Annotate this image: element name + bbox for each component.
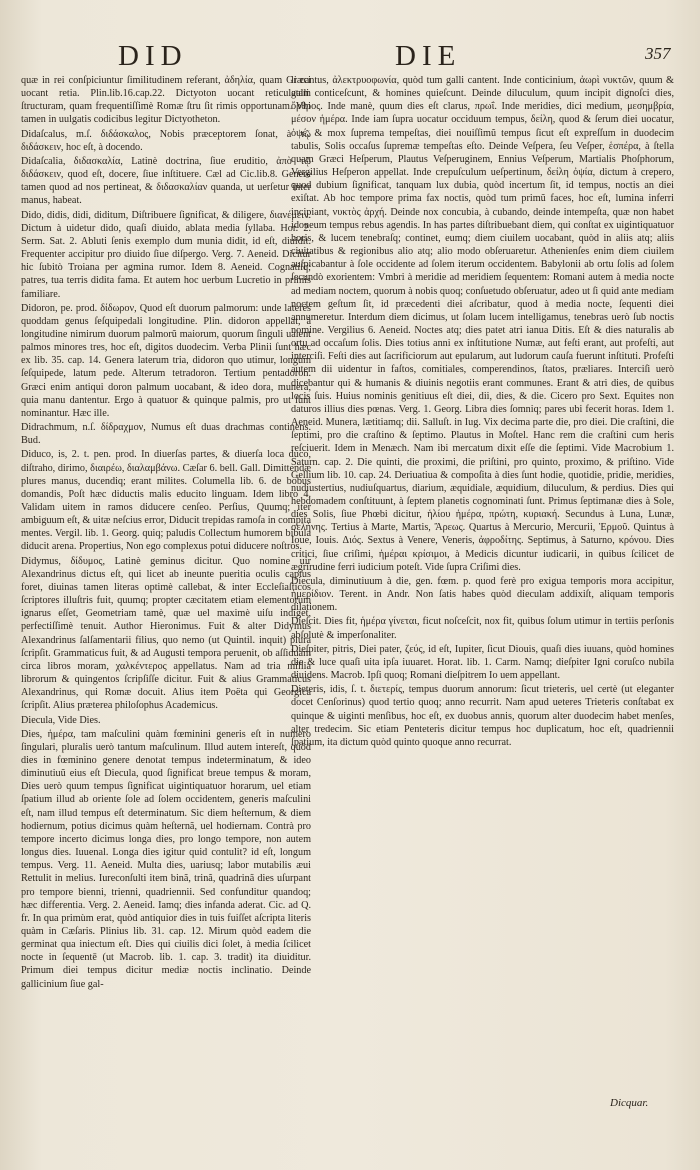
left-column bbox=[21, 74, 311, 1099]
entry-didascalus: Didaſcalus, m.ſ. διδάσκαλος, Nobis præceptorem ſonat, à τῷ διδάσκειν, hoc eſt, à docendo. bbox=[21, 128, 311, 153]
entry-dictyoton: quæ in rei conſpiciuntur ſimilitudinem referant, ἀδηλία, quam Græci uocant retia. Plin.lib.16.cap.22. Dictyoton uocant reticulatam ſtructuram, quam frequentiſſimè Romæ ſtru ſit rimis opportunam. Vbi tamen in uulgatis codicibus legitur Dictyotheton. bbox=[21, 75, 311, 126]
entry-dieteris: Dieteris, idis, ſ. t. διετερίς, tempus duorum annorum: ſicut trieteris, uel certè (ut eleganter docet Cenſorinus) quod tertio quoq; anno recurrit. Nam apud ueteres Trieteris conſtabat ex quinque & uiginti menſibus, hoc eſt, ex duobus annis, quorum alter duodecim habet menſes, alter tredecim. Sic etiam Penteteris dicitur tempus hoc duplicatum, hoc eſt, quadriennii ſpatium, ita dictum quòd quinto quoque anno recurrat. bbox=[291, 684, 674, 748]
right-column bbox=[291, 74, 674, 1119]
entry-diespiter: Dieſpiter, pitris, Diei pater, ζεύς, id eſt, Iupiter, ſicut Diouis, quaſi dies iuuans, quòd homines die & luce quaſi uita ipſa iuuaret. Horat. lib. 1. Carm. Namq; dieſpiter Igni coruſco nubila diuidens. Macrob. Ipſi quoq; Romani dieſpitrem Io uem appellant. bbox=[291, 643, 674, 682]
entry-diduco: Diduco, is, 2. t. pen. prod. In diuerſas partes, & diuerſa loca duco, diſtraho, dirimo, διαιρέω, διαλαμβάνω. Cæſar 6. bell. Gall. Dimittendæ plures manus, ducendiq; erant milites. Columella lib. 6. de bobus domandis, Poſt hæc diductis malis educito linguam. Idem libro 4. Validam uitem in ramos diducere cenſeo. Perſius, Quumq; iter ambiguum eſt, & uitæ neſcius error, Diducit trepidas ramoſa in compita mentes. Vergil. lib. 1. Georg. quiq; paludis Collectum humorem bibula diducit arena. Propertius, Non ego complexus potui diducere noſtros. bbox=[21, 449, 311, 553]
entry-didoron: Didoron, pe. prod. δίδωρον, Quod eſt duorum palmorum: unde laterës quoddam genus ſeſquipedali longitudine. Plin. didoron appellat, à longitudine nimirum duorum palmorũ maiorum, quorum ſinguli ualent palmos minores tres, hoc eſt, digitos duodecim. Verba Plinii ſunt hæc ex lib. 35. cap. 14. Genera laterum tria, didoron quo utimur, longum ſeſquipede, latum pede. Alterum tetradoron. Tertium pentadoron. Græci enim antiqui doron palmum uocabant, & ideo dora, munera, quia manu dantentur. Ergo à quatuor & quinque palmis, pro ut ſunt nominantur. Hæc ille. bbox=[21, 302, 311, 419]
catchword: Dicquar. bbox=[610, 1097, 649, 1109]
entry-dies-continued: li cantus, ἀλεκτρυοφωνία, quòd tum galli cantent. Inde conticinium, ἀωρὶ νυκτῶν, quum & galli conticeſcunt, & homines quieſcunt. Deinde diluculum, quum incipit dignoſci dies, ὄρθρος. Inde manè, quum dies eſt clarus, πρωΐ. Inde meridies, dici medium, μεσημβρία, μέσον ἡμέρα. Inde iam ſupra uocatur occiduum tempus, δείλη, quod & ſerum diei uocatur, ὀψέ, & mox ſuprema tempeſtas, diei nouiſſimũ tempus ſicut eſt expreſſum in duodecim tabulis, Solis occaſus ſupremæ tempeſtas eſto. Deinde Veſpera, ſeu Veſper, ἑσπέρα, à ſtella quam Græci Heſperum, Plautus Veſperuginem, Ennius Veſperum, Martialis Phoſphorum, Vergilius Heſperon appellat. Inde crepuſculum ueſpertinum, δείλη ὀψία, dictum à crepero, quod dubium ſignificat, tanquam lux dubia, quòd incertum ſit, id tempus, noctis an diei exiſtat. Ab hoc tempore prima fax noctis, quòd tum primũ faces, hoc eſt, lumina inferri incipiant, νυκτὸς ἀρχή. Deinde nox concubia, à cubando, deinde intempeſta, quæ non habet idoneum tempus rebus agendis. In has partes diſtribuebant diem, qui conſtat ex uigintiquatuor horis, & lucem tenebraſq; continet, eumq; diem ciuilem uocabant, quòd in aliis atq; aliis ciuitatibus & regionibus alio atq; alio modo obſeruaretur. Athenienſes enim diem ciuilem auſpicabantur à ſole occidente ad ſolem iterum occidentem. Babylonii ab ortu ſolis ad ſolem ſecundò exorientem: Vmbri à meridie ad meridiem ſequentem: Romani autem à media nocte ad mediam noctem, quorum à nobis quoq; conſuetudo obſeruatur, adeo ut ſi quid ante mediam noctem geſtum ſit, id præcedenti diei aſcribatur, quod à media nocte, ſequenti diei annumeretur. Interdum diem dicimus, ut ſolam lucem intelligamus, tenebras uerò ſub noctis nomine. Vergilius 6. Aeneid. Noctes atq; dies patet atri ianua Ditis. Eſt & dies naturalis ab ortu ad occaſum ſolis. Dies totius anni ex inſtitutione Numæ, aut feſti erant, aut profeſti, aut interciſi. Feſti dies aut ſacrificiorum aut epularum, aut ludorum cauſa fuerunt inſtituti. Profeſti autem dii uidentur in faſtos, comitiales, comperendinos, ſtatos, præliares. Interciſi uerò dicebantur qui & humanis & diuinis negotiis erant communes. Erant & atri dies, de quibus locis ſuis. Huius nominis genitiuus eſt diei, dii, dies, & die. Cicero pro Sext. Equites non daturos illius dies pœnas. Verg. 1. Georg. Libra dies ſomniq; pares ubi fecerit horas. Idem 1. Aeneid. Munera, lætitiamq; dii. Salluſt. in Iug. Vix decima parte die, pro diei. Die craſtini, die ſeptimi, pro die craſtino & ſeptimo. Plautus in Moſtel. Hanc rem die craſtini cum heris reſciuerit. Idem in Menæch. Nam ibi mercatum dixit eſſe die ſeptimi. Vide Macrobium 1. Saturn. cap. 2. Die quinti, die proximi, die priſtini, pro quinto, proximo, & priſtino. Vide Gellium lib. 10. cap. 24. Deriuatiua & compoſita à dies ſunt hodie, quotidie, pridie, meridies, nudiustertius, nudiuſquartus, diarium, æquidiale, æquidium, diluculum, & perdius. Dies qui hebdomadem conſtituunt, à ſeptem planetis cognominati ſunt. Primus ſeptimanæ dies à Sole, dies Solis, ſiue Phœbi dicitur, ἡλίου ἡμέρα, πρώτη, κυριακή. Secundus à Luna, Lunæ, σελήνης. Tertius à Marte, Martis, Ἄρεως. Quartus à Mercurio, Mercurii, Ἑρμοῦ. Quintus à Ioue, Iouis. Διός. Sextus à Venere, Veneris, ἀφροδίτης. Septimus, à Saturno, κρόνου. Dies critici, ſiue criſimi, ἡμέραι κρίσιμοι, à Medicis dicuntur iudicarii, in quibus ſcilicet de ægrirudine ferri iudicium poteſt. Vide ſupra Criſimi dies. bbox=[291, 75, 674, 573]
page-number: 357 bbox=[645, 44, 671, 63]
header-right-word: DIE bbox=[395, 40, 462, 72]
header-left-word: DID bbox=[118, 40, 188, 72]
entry-diecula: Diecula, diminutiuum à die, gen. fœm. p. quod ferè pro exigua temporis mora accipitur, ἡμερίδιον. Terent. in Andr. Non ſatis habes quòd dieculam addixiſt, aliquam temporis dilationem. bbox=[291, 575, 674, 614]
entry-diescit: Dieſcit. Dies fit, ἡμέρα γίνεται, ficut noſceſcit, nox fit, quibus ſolum utimur in tertiis perſonis abſolutè & imperſonaliter. bbox=[291, 616, 674, 641]
entry-dies: Dies, ἡμέρα, tam maſculini quàm fœminini generis eſt in numero ſingulari, pluralis uerò tantum maſculinum. Illud autem intereſt, quòd dies in fœminino genere denotat tempus indeterminatum, & ideo diminutiuũ eius eſt Diecula, quod ſignificat breue tempus & moram, Dies uerò quum tempus ſignificat uigintiquatuor horarum, uel etiam ſpatium illud ab oriente ſole ad ſolem occidentem, generis maſculini eſt, nam illud tempus eſt determinatum. Sic diem heſternum, & diem hodiernum, potius dicimus quàm heſternã, uel hodiernam. Contrà pro tempore incerto dicimus longa dies, pro longo tempore, non autem longus dies. Iuuenal. Longa dies igitur quid contulit? id eſt, longum tempus. Verg. 11. Aeneid. Multa dies, uariusq; labor mutabilis æui Rettulit in melius. Iureconſulti item binã, trinã, quadrinã dies uſurpant pro tempore bienni, trienni, quadriennii. Sed confunditur quandoq; hæc differentia. Verg. 2. Aeneid. Iamq; dies infanda aderat. Cic. ad Q. fr. In qua primùm erat, quòd antiquior dies in tuis fuiſſet aſcripta literis quàm in Cæſaris. Plinius lib. 31. cap. 12. Mirum quòd eadem die germinat qua iniectum eſt. Dies qui ciuilis dici ſolet, à media ſcilicet nocte in ſequentē (ut Macrob. lib. 1. cap. 3. tradit) ita diuiditur. Primum diei tempus dicitur mediæ noctis inclinatio. Deinde gallicinium ſiue gal- bbox=[21, 728, 311, 990]
running-header bbox=[0, 40, 700, 70]
entry-didymus: Didymus, δίδυμος, Latinè geminus dicitur. Quo nomine uir Alexandrinus dictus eſt, qui licet ab ineunte pueritia oculis captus foret, diuinas tamen literas optimè callebat, & inter Eccleſiaſticos ſcriptores illuſtris fuit, quumq; propter cæcitatem etiam elementorum ignarus eſſet, Geometriam tamè, quæ uel maximè uiſu indiget, perfectiſſimè tenuit. Author Hieronimus. Fuit & alter Didymus Alexandrinus ſalſamentarii filius, quo nemo (ut Quintil. inquit) plura ſcripſit. Grammaticus fuit, & ad Augusti tempora peruenit, ob aſſiduam circa libros moram, χαλκέντερος appellatus. Nam ad tria millia librorum & quingentos ſcripſiſſe dicitur. Fuit & alius Grammaticus Alexandrinus, qui Romæ docuit. Alius item Poëta qui Georgica ſcripſit. Alius præterea philoſophus Academicus. bbox=[21, 555, 311, 712]
entry-dido: Dido, didis, didi, diditum, Diſtribuere ſignificat, & diligere, διανέμειν. Dictum à uidetur dido, quaſi diuido, ablata media ſyllaba. Hor. 2. Serm. Sat. 2. Abluti ſenis exemplo dum munia didit, id eſt, diuidit. Frequenter accipitur pro diuido ſiue diſpergo. Verg. 7. Aeneid. Dicitur hic ſubitò Troiana per agmina rumor. Idem 8. Aeneid. Cognatiſq; patres, tua terris didita fama. Et autem hoc uerbum Lucretio in primis familiare. bbox=[21, 209, 311, 300]
entry-diecula-ref: Diecula, Vide Dies. bbox=[21, 714, 101, 726]
entry-didrachmum: Didrachmum, n.ſ. δίδραχμον, Numus eſt duas drachmas continens. Bud. bbox=[21, 422, 311, 447]
entry-didascalia: Didaſcalia, διδασκαλία, Latinè doctrina, ſiue eruditio, ἀπὸ τῷ διδάσκειν, quod eſt, docere, ſiue inſtituere. Cæl ad Cic.lib.8. Genere tamen quod ad nos pertineat, & διδασκαλίαν quanda, ut uerſetur inter manus, habeat. bbox=[21, 155, 311, 207]
